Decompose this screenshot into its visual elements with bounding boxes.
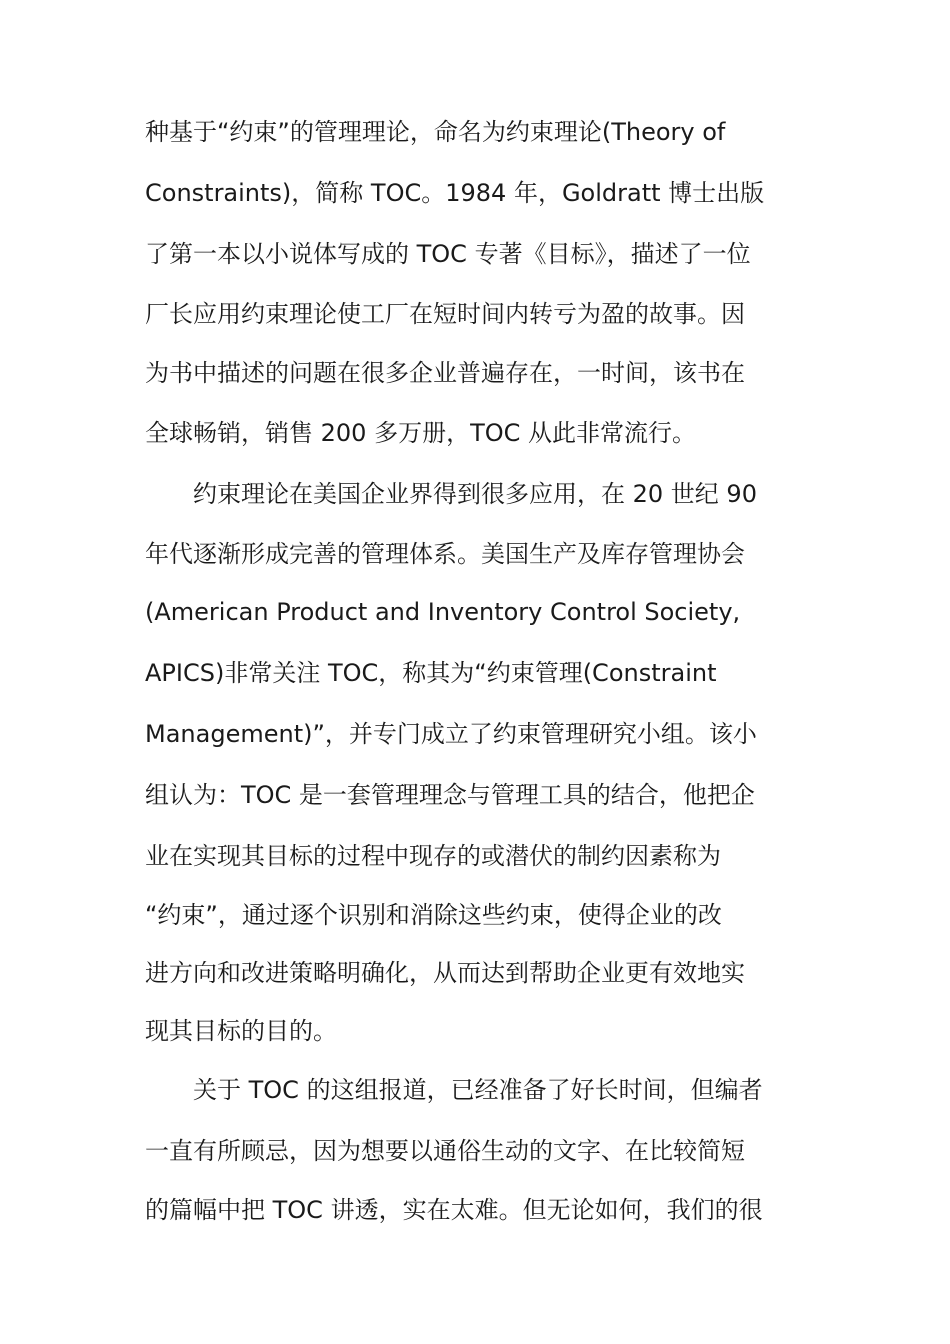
text-line: 业在实现其目标的过程中现存的或潜伏的制约因素称为 (145, 842, 721, 870)
text-line: “约束”，通过逐个识别和消除这些约束，使得企业的改 (145, 901, 722, 929)
text-line: (American Product and Inventory Control Society, (145, 598, 741, 626)
text-line: 厂长应用约束理论使工厂在短时间内转亏为盈的故事。因 (145, 300, 745, 328)
text-line: APICS)非常关注 TOC，称其为“约束管理(Constraint (145, 659, 717, 687)
text-line: 组认为：TOC 是一套管理理念与管理工具的结合，他把企 (145, 781, 755, 809)
text-line: 全球畅销，销售 200 多万册，TOC 从此非常流行。 (145, 419, 697, 447)
text-line: 进方向和改进策略明确化，从而达到帮助企业更有效地实 (145, 959, 745, 987)
text-line: 的篇幅中把 TOC 讲透，实在太难。但无论如何，我们的很 (145, 1196, 763, 1224)
text-line: 种基于“约束”的管理理论，命名为约束理论(Theory of (145, 118, 726, 146)
paragraph-first-line: 关于 TOC 的这组报道，已经准备了好长时间，但编者 (193, 1076, 763, 1104)
text-line: 为书中描述的问题在很多企业普遍存在，一时间，该书在 (145, 359, 745, 387)
text-line: Constraints)，简称 TOC。1984 年，Goldratt 博士出版 (145, 179, 765, 207)
paragraph-first-line: 约束理论在美国企业界得到很多应用，在 20 世纪 90 (193, 480, 757, 508)
text-line: 现其目标的目的。 (145, 1017, 337, 1045)
text-line: 年代逐渐形成完善的管理体系。美国生产及库存管理协会 (145, 540, 745, 568)
text-line: 一直有所顾忌，因为想要以通俗生动的文字、在比较简短 (145, 1137, 745, 1165)
text-line: 了第一本以小说体写成的 TOC 专著《目标》，描述了一位 (145, 240, 751, 268)
text-line: Management)”，并专门成立了约束管理研究小组。该小 (145, 720, 757, 748)
